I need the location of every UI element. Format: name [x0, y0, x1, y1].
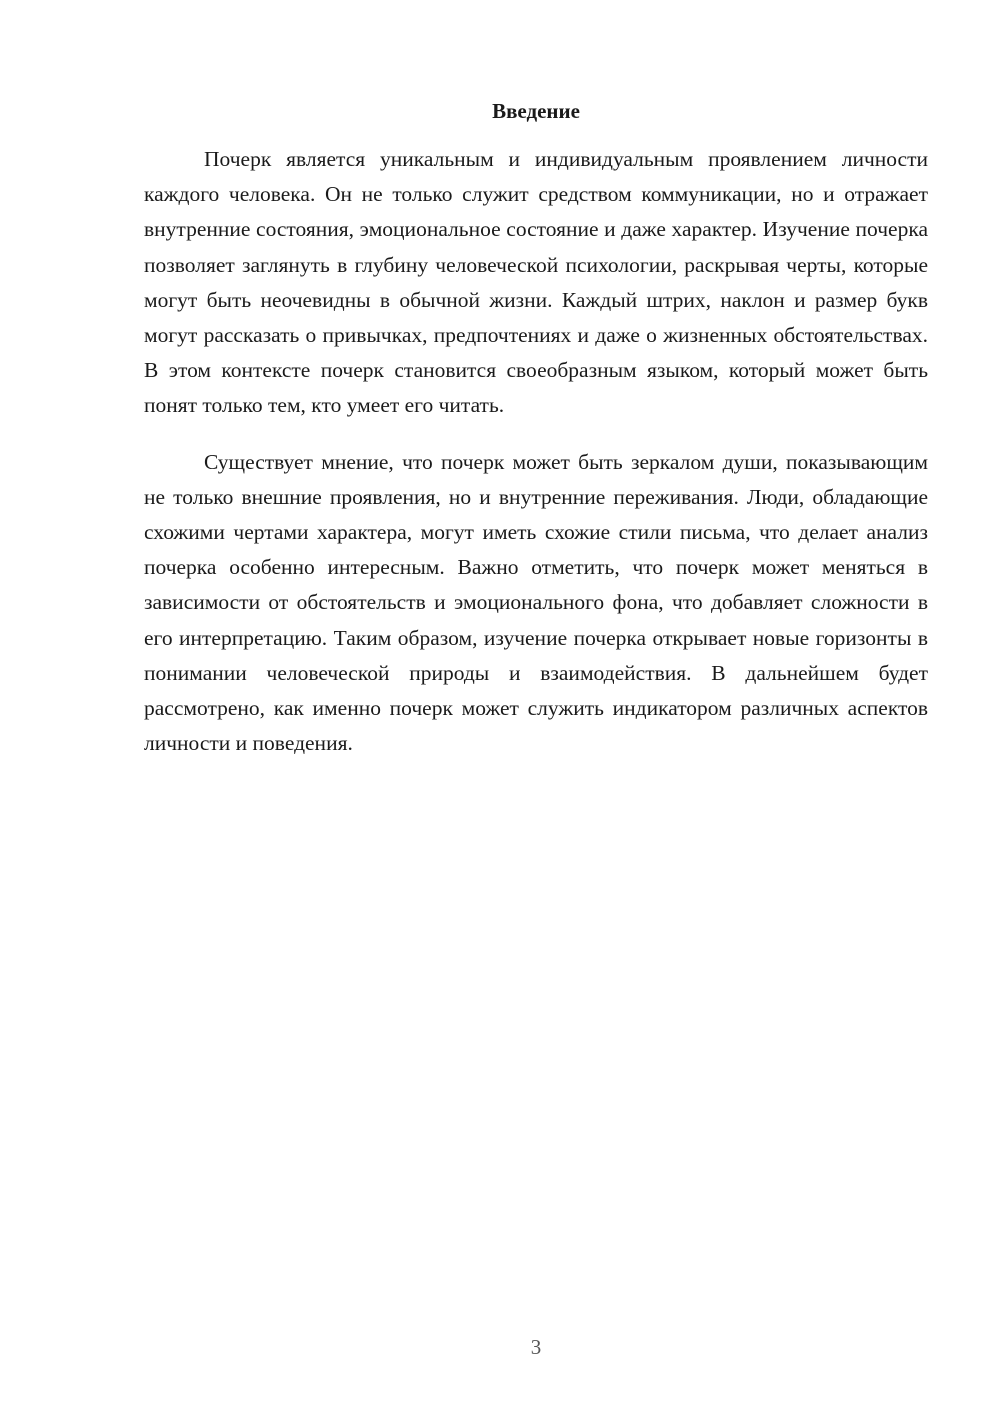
- section-heading: Введение: [492, 99, 580, 123]
- body-text: [144, 142, 928, 761]
- page-number: 3: [530, 1335, 542, 1359]
- paragraph-1: Почерк является уникальным и индивидуальным проявлением личности каждого человека. Он не только служит средством коммуникации, но и отражает внутренние состояния, эмоциональное состояние и даже характер. Изучение почерка позволяет заглянуть в глубину человеческой психологии, раскрывая черты, которые могут быть неочевидны в обычной жизни. Каждый штрих, наклон и размер букв могут рассказать о привычках, предпочтениях и даже о жизненных обстоятельствах. В этом контексте почерк становится своеобразным языком, который может быть понят только тем, кто умеет его читать.: [144, 147, 928, 418]
- paragraph-2: Существует мнение, что почерк может быть зеркалом души, показывающим не только внешние проявления, но и внутренние переживания. Люди, обладающие схожими чертами характера, могут иметь схожие стили письма, что делает анализ почерка особенно интересным. Важно отметить, что почерк может меняться в зависимости от обстоятельств и эмоционального фона, что добавляет сложности в его интерпретацию. Таким образом, изучение почерка открывает новые горизонты в понимании человеческой природы и взаимодействия. В дальнейшем будет рассмотрено, как именно почерк может служить индикатором различных аспектов личности и поведения.: [144, 449, 928, 756]
